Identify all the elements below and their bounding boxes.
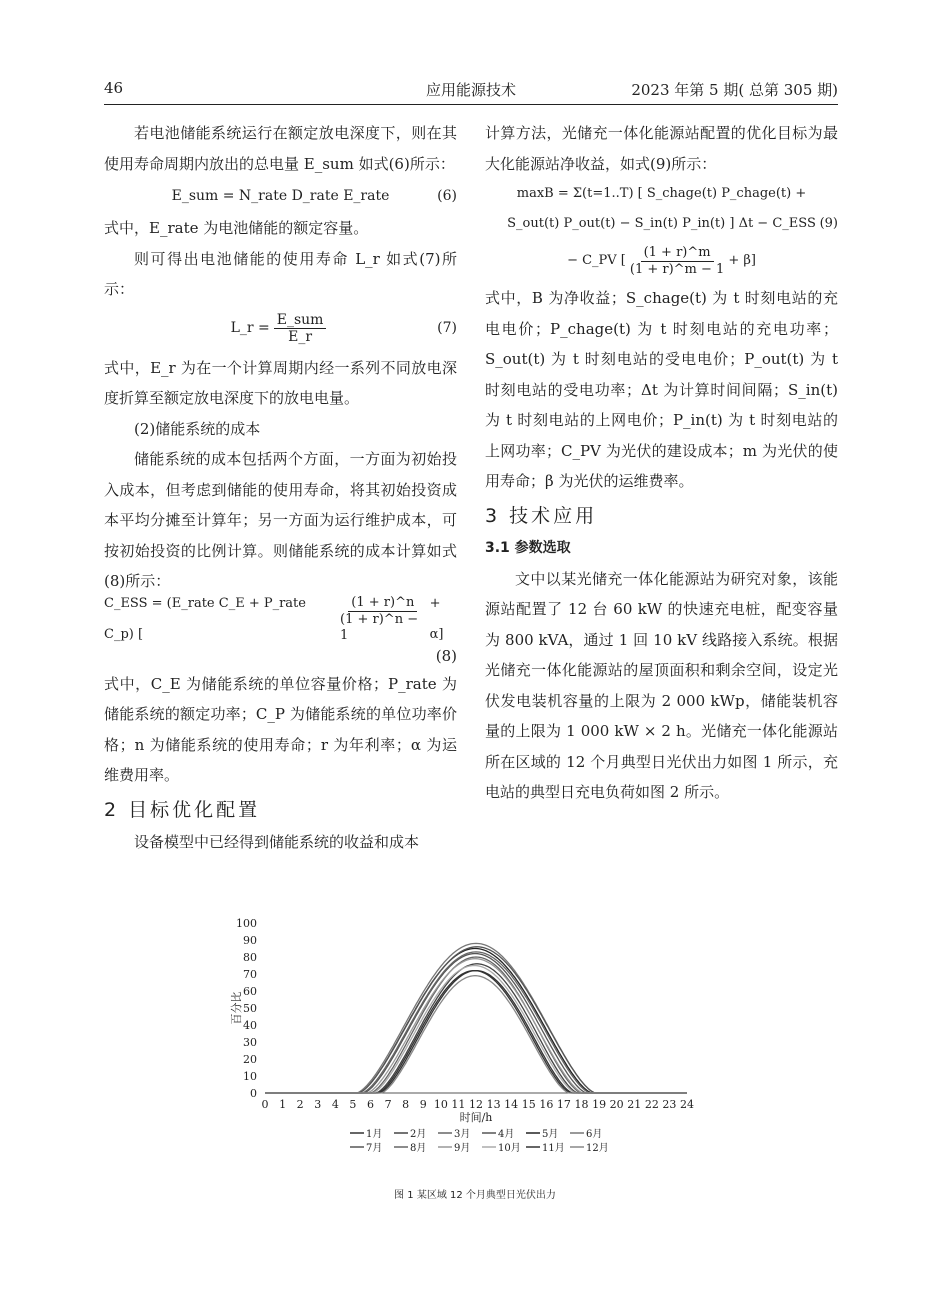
equation-fraction: [630, 245, 724, 278]
x-tick-label: 10: [433, 1098, 448, 1111]
x-axis-label: 时间/h: [459, 1111, 493, 1124]
issue-info: 2023 年第 5 期( 总第 305 期): [631, 81, 838, 99]
equation-line: S_out(t) P_out(t) − S_in(t) P_in(t) ] Δt − C_ESS: [507, 216, 816, 231]
paragraph: 文中以某光储充一体化能源站为研究对象，该能源站配置了 12 台 60 kW 的快速充电桩，配变容量为 800 kVA，通过 1 回 10 kV 线路接入系统。根据光储充一体化能源站的屋顶面积和剩余空间，设定光伏发电装机容量的上限为 2 000 kWp，储能装机容量的上限为 1 000 kW × 2 h。光储充一体化能源站所在区域的 12 个月典型日光伏出力如图 1 所示，充电站的典型日充电负荷如图 2 所示。: [485, 569, 838, 801]
x-tick-label: 12: [469, 1098, 483, 1111]
series-line: [265, 964, 687, 1093]
x-tick-label: 16: [539, 1098, 554, 1111]
equation-number: (7): [437, 320, 457, 337]
paragraph: 计算方法，光储充一体化能源站配置的优化目标为最大化能源站净收益，如式(9)所示：: [485, 124, 838, 173]
equation-6: [104, 179, 457, 213]
legend-label: 11月: [542, 1143, 565, 1154]
x-tick-label: 0: [261, 1098, 269, 1111]
x-tick-label: 23: [662, 1098, 677, 1111]
x-tick-label: 19: [592, 1098, 607, 1111]
y-tick-label: 100: [236, 917, 257, 930]
x-tick-label: 7: [384, 1098, 392, 1111]
y-axis-label: 百分比: [230, 991, 243, 1025]
equation-left: C_ESS = (E_rate C_E + P_rate C_p) [: [104, 596, 306, 642]
subsection-heading: 3.1 参数选取: [485, 540, 571, 556]
legend-label: 3月: [454, 1129, 471, 1140]
x-tick-label: 6: [367, 1098, 374, 1111]
equation-number: (6): [437, 187, 457, 204]
equation-line-row: [485, 239, 838, 283]
y-tick-label: 50: [243, 1002, 257, 1015]
x-tick-label: 17: [556, 1098, 571, 1111]
x-tick-label: 11: [451, 1098, 466, 1111]
legend-label: 6月: [586, 1129, 603, 1140]
equation-right: + α]: [429, 596, 444, 642]
legend-label: 10月: [498, 1143, 521, 1154]
section-heading: 2 目标优化配置: [104, 798, 261, 821]
chart-series: [265, 943, 687, 1093]
legend-label: 9月: [454, 1143, 471, 1154]
series-line: [265, 954, 687, 1093]
paragraph: 式中，E_rate 为电池储能的额定容量。: [104, 219, 369, 237]
equation-fraction: [274, 312, 327, 345]
y-tick-label: 30: [243, 1036, 257, 1049]
page-number: 46: [104, 79, 124, 97]
equation-left: − C_PV [: [567, 253, 626, 268]
equation-9: [485, 179, 838, 283]
y-tick-label: 60: [243, 985, 257, 998]
series-line: [265, 971, 687, 1093]
figure-1: [220, 905, 730, 1175]
series-line: [265, 947, 687, 1093]
journal-title: 应用能源技术: [425, 81, 516, 99]
equation-lhs: L_r =: [230, 320, 270, 337]
x-tick-label: 1: [279, 1098, 287, 1111]
fraction-numerator: E_sum: [274, 312, 327, 329]
legend-label: 5月: [542, 1129, 559, 1140]
y-tick-label: 80: [243, 951, 257, 964]
page-header: [104, 79, 838, 103]
paragraph: 储能系统的成本包括两个方面，一方面为初始投入成本，但考虑到储能的使用寿命，将其初始投资成本平均分摊至计算年；另一方面为运行维护成本，可按初始投资的比例计算。则储能系统的成本计算如式(8)所示：: [104, 450, 457, 590]
fraction-denominator: (1 + r)^n − 1: [340, 612, 419, 643]
series-line: [265, 959, 687, 1093]
y-tick-label: 70: [243, 968, 257, 981]
equation-8: [104, 597, 457, 643]
x-tick-label: 22: [644, 1098, 659, 1111]
legend-label: 7月: [366, 1143, 383, 1154]
x-tick-label: 15: [521, 1098, 536, 1111]
x-tick-label: 3: [314, 1098, 322, 1111]
legend-label: 8月: [410, 1143, 427, 1154]
left-column: [104, 118, 457, 858]
figure-caption: 图 1 某区域 12 个月典型日光伏出力: [394, 1190, 556, 1201]
legend-label: 12月: [586, 1143, 609, 1154]
legend-label: 1月: [366, 1129, 383, 1140]
header-rule: [104, 104, 838, 105]
x-tick-label: 5: [349, 1098, 357, 1111]
series-line: [265, 952, 687, 1093]
fraction-denominator: E_r: [288, 329, 313, 345]
fraction-numerator: (1 + r)^m: [641, 245, 714, 262]
equation-right: + β]: [728, 253, 756, 268]
x-tick-label: 8: [402, 1098, 410, 1111]
series-line: [265, 971, 687, 1093]
equation-7: [104, 305, 457, 353]
fraction-numerator: (1 + r)^n: [348, 595, 417, 612]
x-tick-label: 9: [419, 1098, 427, 1111]
right-column: [485, 118, 838, 808]
y-tick-label: 20: [243, 1053, 257, 1066]
paragraph: 若电池储能系统运行在额定放电深度下，则在其使用寿命周期内放出的总电量 E_sum 如式(6)所示：: [104, 124, 457, 173]
legend-label: 4月: [498, 1129, 515, 1140]
y-tick-label: 0: [250, 1087, 257, 1100]
y-tick-label: 40: [243, 1019, 257, 1032]
paragraph: 则可得出电池储能的使用寿命 L_r 如式(7)所示：: [104, 249, 457, 298]
y-tick-label: 10: [243, 1070, 257, 1083]
y-tick-label: 90: [243, 934, 257, 947]
equation-line: maxB = Σ(t=1..T) [ S_chage(t) P_chage(t) +: [516, 186, 807, 201]
paragraph: 设备模型中已经得到储能系统的收益和成本: [134, 833, 420, 851]
equation-line-row: [485, 209, 838, 239]
series-line: [265, 966, 687, 1094]
x-tick-label: 24: [680, 1098, 694, 1111]
pv-output-chart: [220, 905, 730, 1175]
x-tick-label: 4: [331, 1098, 339, 1111]
paragraph: 式中，E_r 为在一个计算周期内经一系列不同放电深度折算至额定放电深度下的放电电量。: [104, 358, 457, 407]
paragraph: 式中，B 为净收益；S_chage(t) 为 t 时刻电站的充电电价；P_chage(t) 为 t 时刻电站的充电功率；S_out(t) 为 t 时刻电站的受电电价；P_out(t) 为 t 时刻电站的受电功率；Δt 为计算时间间隔；S_in(t) 为 t 时刻电站的上网电价；P_in(t) 为 t 时刻电站的上网功率；C_PV 为光伏的建设成本；m 为光伏的使用寿命；β 为光伏的运维费率。: [485, 289, 838, 490]
x-tick-label: 18: [574, 1098, 589, 1111]
x-tick-label: 21: [627, 1098, 642, 1111]
equation-body: E_sum = N_rate D_rate E_rate: [171, 187, 390, 204]
equation-fraction: [340, 595, 426, 644]
x-tick-label: 13: [486, 1098, 501, 1111]
subheading: (2)储能系统的成本: [134, 419, 261, 438]
legend-label: 2月: [410, 1129, 427, 1140]
series-line: [265, 957, 687, 1093]
chart-legend: [350, 1128, 609, 1154]
x-tick-label: 20: [609, 1098, 624, 1111]
x-tick-label: 14: [504, 1098, 519, 1111]
equation-number: (9): [819, 216, 838, 231]
section-heading: 3 技术应用: [485, 504, 598, 527]
series-line: [265, 976, 687, 1093]
paragraph: 式中，C_E 为储能系统的单位容量价格；P_rate 为储能系统的额定功率；C_P 为储能系统的单位功率价格；n 为储能系统的使用寿命；r 为年利率；α 为运维费用率。: [104, 674, 457, 784]
fraction-denominator: (1 + r)^m − 1: [629, 261, 725, 277]
x-tick-label: 2: [296, 1098, 304, 1111]
equation-number: (8): [435, 646, 457, 665]
